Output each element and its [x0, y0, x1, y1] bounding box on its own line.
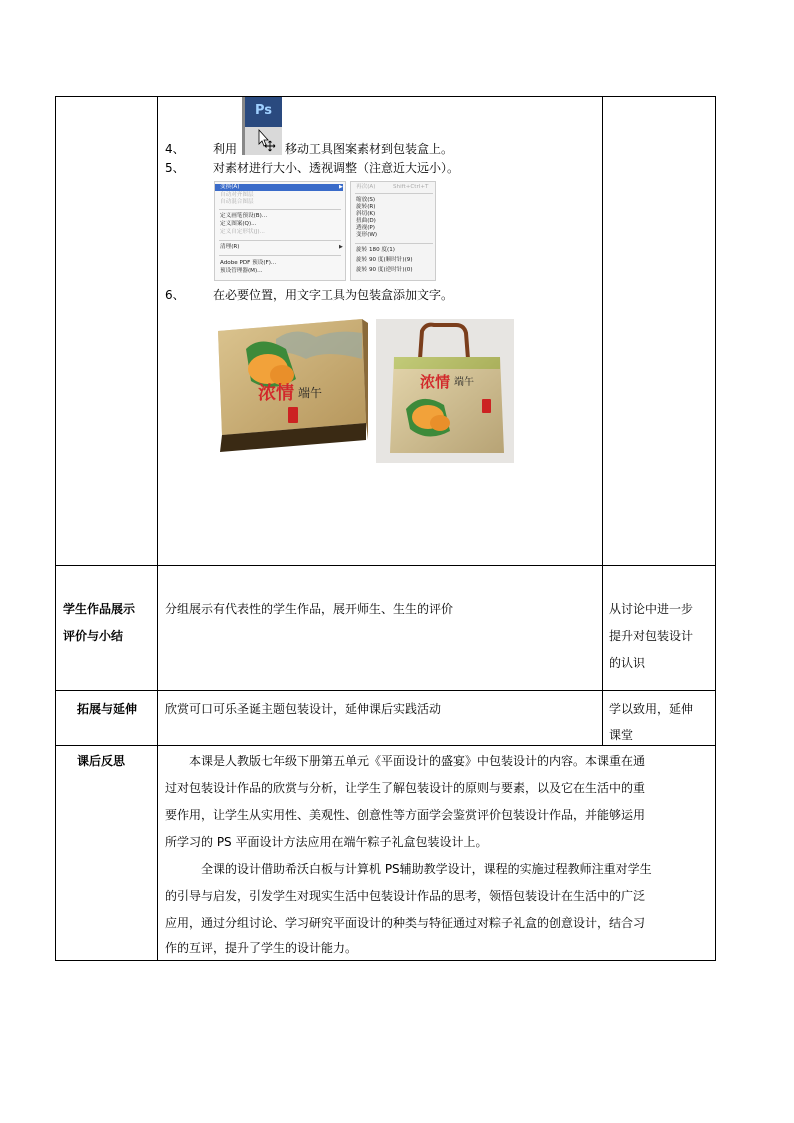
row-note: 的认识: [609, 656, 646, 670]
row-note: 提升对包装设计: [609, 629, 694, 643]
menu-item: 变换(A): [215, 184, 343, 191]
reflection-line: 本课是人教版七年级下册第五单元《平面设计的盛宴》中包装设计的内容。本课重在通: [189, 754, 646, 768]
submenu-arrow-icon: ▶: [339, 184, 343, 190]
step-text-after: 移动工具图案素材到包装盒上。: [285, 142, 454, 156]
submenu-item: 再次(A): [356, 184, 376, 190]
gift-box-image: [216, 319, 368, 452]
table-bottom-border: [55, 960, 716, 961]
menu-item: 自动对齐图层: [220, 192, 254, 198]
menu-separator: [219, 255, 341, 256]
step-text: 在必要位置，用文字工具为包装盒添加文字。: [213, 288, 454, 302]
box-brand-text: 浓情: [258, 383, 294, 404]
submenu-item: 变形(W): [356, 232, 378, 238]
submenu-item: 缩放(S): [356, 197, 376, 203]
column-divider: [602, 96, 603, 746]
transform-menu-screenshot: [214, 181, 436, 281]
submenu-arrow-icon: ▶: [339, 244, 343, 250]
row-divider: [55, 745, 716, 746]
row-divider: [55, 690, 716, 691]
submenu-item: 旋转 180 度(1): [356, 247, 395, 253]
submenu-item: 斜切(K): [356, 211, 376, 217]
box-sub-text: 端午: [298, 386, 323, 400]
reflection-line: 的引导与启发，引发学生对现实生活中包装设计作品的思考，领悟包装设计在生活中的广泛: [165, 889, 646, 903]
submenu-shortcut: Shift+Ctrl+T: [393, 184, 429, 190]
reflection-line: 全课的设计借助希沃白板与计算机 PS辅助教学设计，课程的实施过程教师注重对学生: [201, 862, 652, 876]
menu-item: Adobe PDF 预设(F)...: [220, 260, 277, 266]
step-number: 6、: [165, 288, 185, 302]
menu-separator: [355, 193, 433, 194]
menu-item: 定义自定形状(J)...: [220, 229, 265, 235]
column-divider: [157, 96, 158, 961]
row-divider: [55, 565, 716, 566]
row-content: 欣赏可口可乐圣诞主题包装设计，延伸课后实践活动: [165, 702, 442, 716]
edit-menu-panel: [214, 181, 346, 281]
row-note: 课堂: [609, 728, 634, 742]
step-number: 4、: [165, 142, 185, 156]
reflection-line: 作的互评，提升了学生的设计能力。: [165, 941, 358, 955]
photoshop-logo-icon: [242, 97, 282, 127]
reflection-line: 要作用，让学生从实用性、美观性、创意性等方面学会鉴赏评价包装设计作品，并能够运用: [165, 808, 646, 822]
submenu-item: 旋转 90 度(顺时针)(9): [356, 257, 413, 263]
row-note: 从讨论中进一步: [609, 602, 694, 616]
reflection-line: 过对包装设计作品的欣赏与分析，让学生了解包装设计的原则与要素，以及它在生活中的重: [165, 781, 646, 795]
menu-item: 自动混合图层: [220, 199, 254, 205]
row-label: 课后反思: [77, 754, 126, 768]
move-tool-icon: [242, 127, 282, 155]
transform-submenu-panel: [350, 181, 436, 281]
step-number: 5、: [165, 161, 185, 175]
menu-item: 清理(R): [220, 244, 240, 250]
bag-sub-text: 端午: [454, 377, 474, 388]
step-text: 对素材进行大小、透视调整（注意近大远小）。: [213, 161, 460, 175]
submenu-item: 旋转(R): [356, 204, 376, 210]
menu-separator: [219, 209, 341, 210]
menu-separator: [219, 240, 341, 241]
table-left-border: [55, 96, 56, 961]
menu-item: 定义图案(Q)...: [220, 221, 257, 227]
gift-bag-image: [376, 319, 514, 463]
menu-item: 定义画笔预设(B)...: [220, 213, 268, 219]
reflection-line: 应用，通过分组讨论、学习研究平面设计的种类与特征通过对粽子礼盒的创意设计，结合习: [165, 916, 646, 930]
row-label: 评价与小结: [63, 629, 124, 643]
row-label: 拓展与延伸: [77, 702, 138, 716]
submenu-item: 旋转 90 度(逆时针)(0): [356, 267, 413, 273]
submenu-item: 扭曲(D): [356, 218, 376, 224]
table-top-border: [55, 96, 716, 97]
photoshop-move-tool-icon: [240, 97, 284, 157]
submenu-item: 透视(P): [356, 225, 375, 231]
row-note: 学以致用，延伸: [609, 702, 694, 716]
menu-item: 预设管理器(M)...: [220, 268, 263, 274]
ps-logo-label: Ps: [255, 103, 273, 118]
row-label: 学生作品展示: [63, 602, 136, 616]
bag-brand-text: 浓情: [420, 373, 451, 391]
reflection-line: 所学习的 PS 平面设计方法应用在端午粽子礼盒包装设计上。: [165, 835, 488, 849]
menu-separator: [355, 243, 433, 244]
table-right-border: [715, 96, 716, 961]
step-text-before: 利用: [213, 142, 238, 156]
row-content: 分组展示有代表性的学生作品，展开师生、生生的评价: [165, 602, 454, 616]
